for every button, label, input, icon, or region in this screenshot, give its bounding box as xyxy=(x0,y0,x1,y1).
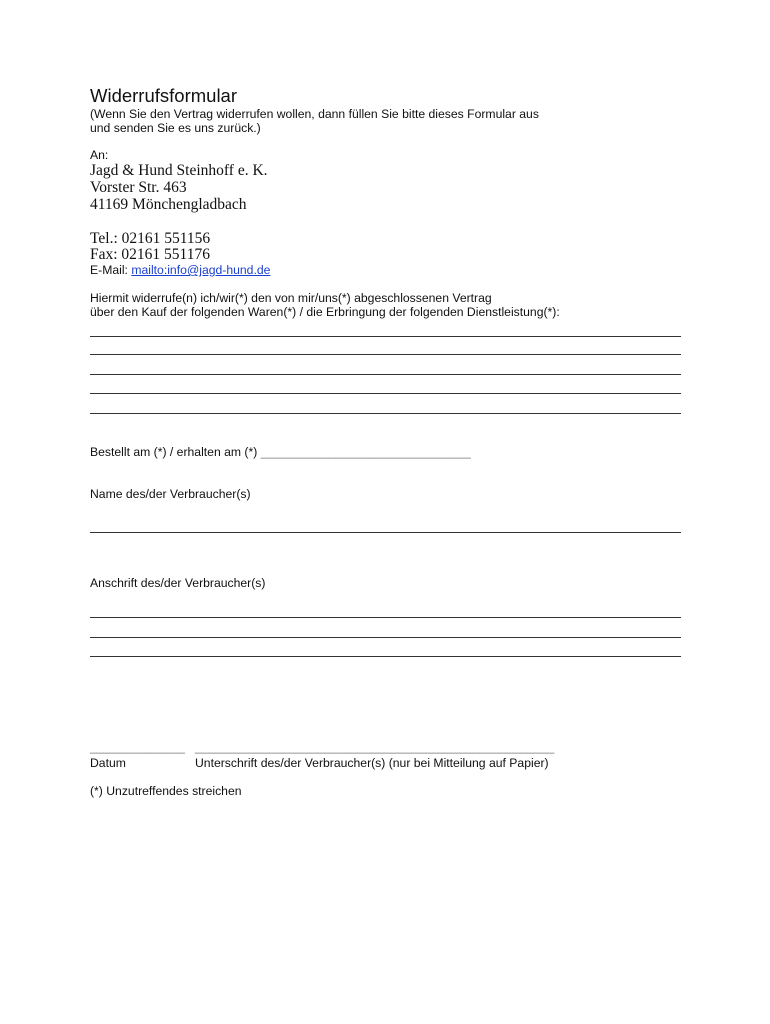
recipient-fax: Fax: 02161 551176 xyxy=(90,246,210,263)
consumer-address-line-3[interactable] xyxy=(90,656,681,657)
consumer-address-line-1[interactable] xyxy=(90,617,681,618)
ordered-received-row xyxy=(90,445,471,460)
recipient-email xyxy=(90,263,270,278)
declaration-line-2: über den Kauf der folgenden Waren(*) / die Erbringung der folgenden Dienstleistung(*): xyxy=(90,305,560,319)
date-blank[interactable]: ______________ xyxy=(90,740,185,754)
declaration-line-1: Hiermit widerrufe(n) ich/wir(*) den von mir/uns(*) abgeschlossenen Vertrag xyxy=(90,291,492,305)
ordered-received-label: Bestellt am (*) / erhalten am (*) xyxy=(90,445,258,459)
intro-line-2: und senden Sie es uns zurück.) xyxy=(90,121,261,135)
goods-line-4[interactable] xyxy=(90,393,681,394)
footnote: (*) Unzutreffendes streichen xyxy=(90,784,242,798)
goods-line-1[interactable] xyxy=(90,336,681,337)
form-title: Widerrufsformular xyxy=(90,85,237,106)
consumer-address-line-2[interactable] xyxy=(90,637,681,638)
consumer-name-label: Name des/der Verbraucher(s) xyxy=(90,487,251,501)
recipient-label: An: xyxy=(90,148,109,162)
email-label: E-Mail: xyxy=(90,263,132,277)
date-label: Datum xyxy=(90,756,126,770)
recipient-phone: Tel.: 02161 551156 xyxy=(90,230,211,247)
consumer-address-label: Anschrift des/der Verbraucher(s) xyxy=(90,576,266,590)
goods-line-5[interactable] xyxy=(90,413,681,414)
email-link[interactable]: mailto:info@jagd-hund.de xyxy=(131,263,271,277)
intro-line-1: (Wenn Sie den Vertrag widerrufen wollen, dann füllen Sie bitte dieses Formular aus xyxy=(90,107,539,121)
recipient-city: 41169 Mönchengladbach xyxy=(90,196,247,213)
signature-blank[interactable]: _____________________________________________________ xyxy=(195,740,555,754)
ordered-received-blank[interactable]: _______________________________ xyxy=(260,445,471,459)
goods-line-2[interactable] xyxy=(90,354,681,355)
goods-line-3[interactable] xyxy=(90,374,681,375)
signature-label: Unterschrift des/der Verbraucher(s) (nur bei Mitteilung auf Papier) xyxy=(195,756,549,770)
recipient-street: Vorster Str. 463 xyxy=(90,179,187,196)
consumer-name-line[interactable] xyxy=(90,532,681,533)
recipient-company: Jagd & Hund Steinhoff e. K. xyxy=(90,162,268,179)
